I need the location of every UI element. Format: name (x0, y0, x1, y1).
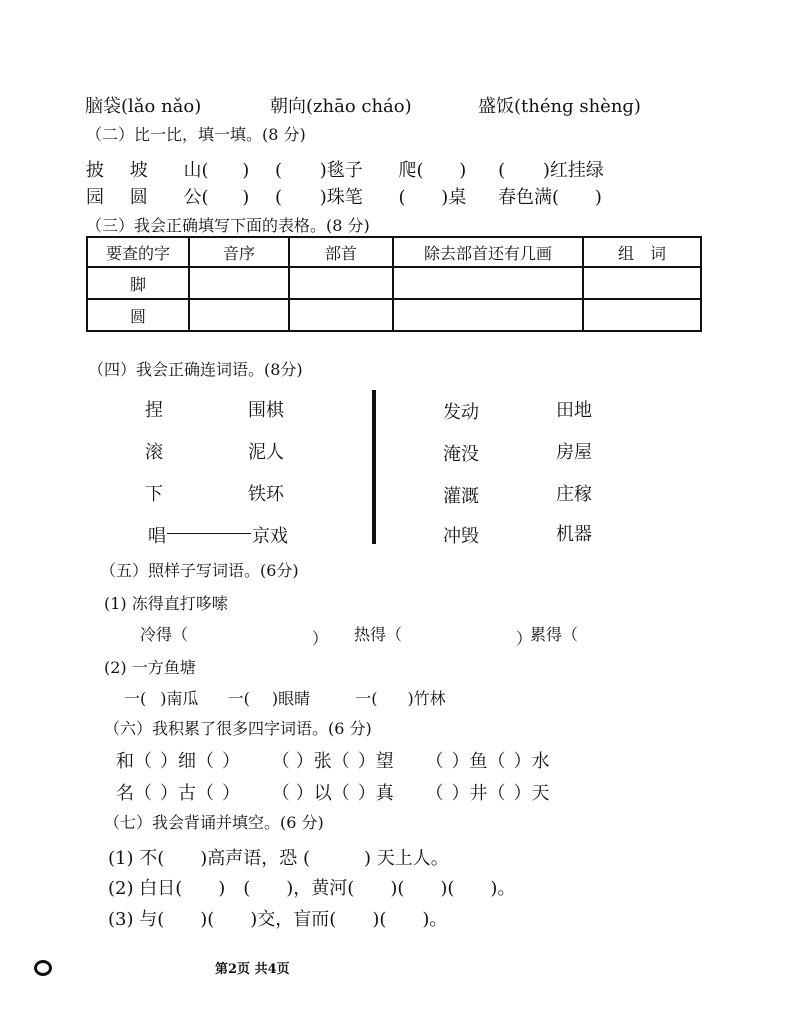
sec7-line-1[interactable]: (1) 不( )高声语，恐 ( ) 天上人。 (108, 848, 449, 869)
sec5-row2 (124, 686, 446, 709)
column-divider (372, 390, 376, 544)
sec6-r2-c2: ）古（ (160, 783, 214, 804)
sec2-r2-c8: )桌 (441, 187, 467, 208)
sec6-r1-c5: ）张（ (295, 751, 350, 772)
table-row (87, 267, 701, 299)
sec2-r2-c6: )珠笔 (319, 187, 363, 208)
sec6-r1-c6: ）望 (357, 751, 394, 772)
match-left-target[interactable]: 围棋 (248, 400, 284, 421)
sec6-row1 (116, 747, 549, 773)
sec6-r2-c3: ） (222, 783, 240, 804)
sec5-r2-c5[interactable]: 一( (355, 689, 378, 708)
section-2-title: （二）比一比，填一填。(8 分) (86, 125, 306, 144)
match-right-word[interactable]: 冲毁 (443, 526, 479, 547)
sec5-fill-1b: ） (312, 629, 329, 648)
sec7-line-3[interactable]: (3) 与( )( )交，盲而( )( )。 (108, 909, 448, 930)
sec6-r1-c9: ）水 (513, 751, 550, 772)
sec6-r2-c4: （ (271, 783, 290, 804)
match-left-target[interactable]: 铁环 (248, 484, 284, 505)
sec5-example-2: (2) 一方鱼塘 (104, 658, 196, 677)
match-right-word[interactable]: 淹没 (443, 444, 479, 465)
sec2-r2-c4: ) (242, 187, 250, 208)
sec2-r1-c9: ( (498, 160, 506, 181)
sec2-r2-c3: 公( (183, 187, 209, 208)
table-header: 部首 (289, 237, 393, 267)
lookup-table (86, 236, 702, 332)
sec2-r1-c10: )红挂绿 (542, 160, 604, 181)
table-cell[interactable] (393, 299, 583, 331)
sec6-r1-c4: （ (271, 751, 290, 772)
sec5-r2-c2: )南瓜 (160, 689, 199, 708)
pinyin-item-2: 朝向(zhāo cháo) (270, 96, 412, 117)
section-4-title: （四）我会正确连词语。(8分) (88, 360, 303, 379)
match-right-target[interactable]: 机器 (556, 524, 592, 545)
sec5-fill-1d: ） (516, 629, 533, 648)
connecting-line (167, 533, 251, 534)
match-left-word[interactable]: 下 (145, 484, 163, 505)
table-cell[interactable] (189, 299, 289, 331)
sec6-r1-c3: ） (222, 751, 240, 772)
sec6-r1-c8: ）鱼（ (451, 751, 506, 772)
pinyin-item-3: 盛饭(thénɡ shènɡ) (478, 96, 641, 117)
binding-hole-icon (34, 960, 52, 976)
sec2-r1-c6: )毯子 (319, 160, 363, 181)
sec5-r2-c4: )眼睛 (271, 689, 311, 708)
sec2-r1-c3: 山( (183, 160, 209, 181)
sec2-r2-c9: 春色满( (498, 187, 560, 208)
table-cell[interactable] (289, 299, 393, 331)
sec6-r2-c9: ）天 (513, 783, 550, 804)
table-cell-char: 圆 (87, 299, 189, 331)
sec2-r2-c1: 园 (86, 187, 104, 208)
sec2-row1 (86, 156, 604, 182)
sec2-r2-c10: ) (594, 187, 602, 208)
table-cell-char: 脚 (87, 267, 189, 299)
section-5-title: （五）照样子写词语。(6分) (100, 561, 299, 580)
sec6-r2-c1: 名（ (116, 783, 152, 804)
match-left-target[interactable]: 京戏 (252, 526, 288, 547)
table-header: 组 词 (583, 237, 701, 267)
table-header: 除去部首还有几画 (393, 237, 583, 267)
sec6-r1-c7: （ (425, 751, 444, 772)
pinyin-item-1: 脑袋(lǎo nǎo) (85, 96, 202, 117)
sec2-r1-c1: 披 (86, 160, 104, 181)
page-footer: 第2页 共4页 (215, 962, 290, 977)
sec6-r2-c6: ）真 (357, 783, 394, 804)
table-row (87, 299, 701, 331)
sec6-r1-c1: 和（ (116, 751, 152, 772)
sec2-r1-c8: ) (459, 160, 467, 181)
sec5-r2-c1[interactable]: 一( (124, 689, 147, 708)
sec6-r1-c2: ）细（ (160, 751, 214, 772)
sec2-r2-c2: 圆 (129, 187, 148, 208)
sec5-fill-1c[interactable]: 热得（ (354, 625, 403, 644)
sec5-r2-c3[interactable]: 一( (227, 689, 250, 708)
match-left-word[interactable]: 唱 (148, 526, 166, 547)
sec2-r1-c2: 坡 (129, 160, 148, 181)
match-right-target[interactable]: 田地 (556, 400, 592, 421)
section-7-title: （七）我会背诵并填空。(6 分) (104, 813, 324, 832)
match-right-target[interactable]: 房屋 (556, 442, 592, 463)
match-left-word[interactable]: 捏 (145, 400, 163, 421)
match-right-target[interactable]: 庄稼 (556, 484, 592, 505)
sec6-r2-c7: （ (425, 783, 444, 804)
table-cell[interactable] (583, 267, 701, 299)
sec2-r1-c5: ( (275, 160, 283, 181)
sec5-r2-c6: )竹林 (407, 689, 446, 708)
table-cell[interactable] (189, 267, 289, 299)
sec6-r2-c8: ）井（ (451, 783, 506, 804)
match-left-word[interactable]: 滚 (145, 442, 163, 463)
sec6-row2 (116, 779, 549, 805)
sec7-line-2[interactable]: (2) 白日( ) ( )，黄河( )( )( )。 (108, 878, 516, 899)
sec5-fill-1a[interactable]: 冷得（ (140, 625, 189, 644)
table-header: 要查的字 (87, 237, 189, 267)
table-cell[interactable] (393, 267, 583, 299)
match-right-word[interactable]: 灌溉 (443, 486, 479, 507)
sec6-r2-c5: ）以（ (295, 783, 350, 804)
sec2-r2-c7: ( (398, 187, 406, 208)
table-header-row (87, 237, 701, 267)
match-right-word[interactable]: 发动 (443, 402, 479, 423)
section-6-title: （六）我积累了很多四字词语。(6 分) (104, 719, 372, 738)
sec2-r2-c5: ( (275, 187, 283, 208)
sec2-row2 (86, 183, 602, 209)
sec2-r1-c7: 爬( (398, 160, 424, 181)
section-3-title: （三）我会正确填写下面的表格。(8 分) (86, 216, 370, 235)
table-header: 音序 (189, 237, 289, 267)
sec5-example-1: (1) 冻得直打哆嗦 (104, 594, 228, 613)
sec5-fill-1e[interactable]: 累得（ (530, 625, 579, 644)
table-cell[interactable] (289, 267, 393, 299)
table-cell[interactable] (583, 299, 701, 331)
match-left-target[interactable]: 泥人 (248, 442, 284, 463)
sec2-r1-c4: ) (242, 160, 250, 181)
